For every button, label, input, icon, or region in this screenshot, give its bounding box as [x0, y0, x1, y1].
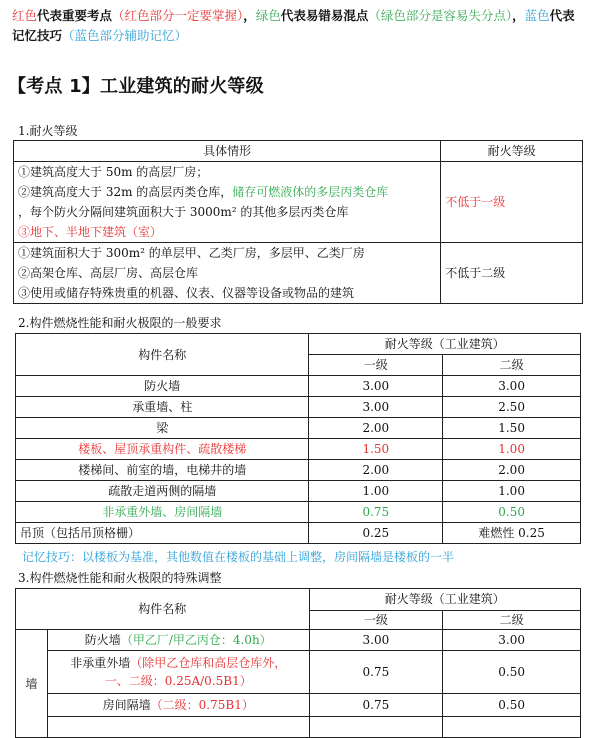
table-row — [14, 162, 583, 243]
legend-red-meaning: 代表重要考点 — [37, 8, 113, 23]
table-row: 楼梯间、前室的墙，电梯井的墙 2.00 2.00 — [16, 460, 581, 481]
table-row: 承重墙、柱 3.00 2.50 — [16, 397, 581, 418]
component-limits-table — [15, 333, 581, 544]
legend-blue-meaning: 代表记忆技巧 — [12, 8, 575, 43]
situation-cell: ①建筑高度大于 50m 的高层厂房； ②建筑高度大于 32m 的高层丙类仓库，储存可燃液体的多层丙类仓库 ，每个防火分隔间建筑面积大于 3000m² 的其他多层丙类仓库 ③地下、半地下建筑（室） — [14, 162, 441, 243]
table-header-row — [14, 141, 583, 162]
color-legend: 红色代表重要考点（红色部分一定要掌握），绿色代表易错易混点（绿色部分是容易失分点），蓝色代表记忆技巧（蓝色部分辅助记忆） — [12, 8, 575, 43]
memory-tip: 记忆技巧：以楼板为基准，其他数值在楼板的基础上调整，房间隔墙是楼板的一半 — [22, 550, 455, 564]
table-row: 非承重外墙（除甲乙仓库和高层仓库外， 一、二级：0.25A/0.5B1） 0.75 0.50 — [16, 651, 581, 694]
legend-blue-word: 蓝色 — [524, 8, 550, 23]
header-grade: 耐火等级（工业建筑） — [309, 589, 580, 611]
header-component: 构件名称 — [16, 589, 310, 630]
situation-cell: ①建筑面积大于 300m² 的单层甲、乙类厂房，多层甲、乙类厂房 ②高架仓库、高层厂房、高层仓库 ③使用或储存特殊贵重的机器、仪表、仪器等设备或物品的建筑 — [14, 243, 441, 304]
legend-red-note: （红色部分一定要掌握） — [112, 8, 244, 23]
table-row: 梁 2.00 1.50 — [16, 418, 581, 439]
legend-green-word: 绿色 — [255, 8, 281, 23]
header-situation: 具体情形 — [14, 141, 441, 162]
table-row: 楼板、屋顶承重构件、疏散楼梯 1.50 1.00 — [16, 439, 581, 460]
page-title: 【考点 1】工业建筑的耐火等级 — [8, 76, 264, 97]
legend-red-word: 红色 — [12, 8, 38, 23]
special-adjustment-table — [15, 588, 581, 738]
table-row: 非承重外墙、房间隔墙 0.75 0.50 — [16, 502, 581, 523]
header-component: 构件名称 — [16, 334, 309, 376]
grade-cell: 不低于二级 — [441, 243, 583, 304]
header-grade: 耐火等级 — [441, 141, 583, 162]
legend-green-meaning: 代表易错易混点 — [280, 8, 369, 23]
table-row — [14, 243, 583, 304]
group-wall-cell: 墙 — [16, 630, 48, 738]
header-grade-2: 二级 — [443, 610, 581, 629]
grade-cell: 不低于一级 — [441, 162, 583, 243]
section-3-heading: 3.构件燃烧性能和耐火极限的特殊调整 — [18, 571, 222, 585]
table-row: 防火墙 3.00 3.00 — [16, 376, 581, 397]
table-row — [16, 717, 581, 738]
table-row: 房间隔墙（二级：0.75B1） 0.75 0.50 — [16, 694, 581, 717]
table-row: 墙 防火墙（甲乙厂/甲乙丙仓：4.0h） 3.00 3.00 — [16, 630, 581, 651]
section-2-heading: 2.构件燃烧性能和耐火极限的一般要求 — [18, 316, 222, 330]
header-grade-1: 一级 — [309, 355, 443, 376]
header-grade-1: 一级 — [309, 610, 443, 629]
legend-green-note: （绿色部分是容易失分点） — [368, 8, 513, 23]
table-row: 吊顶（包括吊顶格栅） 0.25 难燃性 0.25 — [16, 523, 581, 544]
header-grade-2: 二级 — [443, 355, 581, 376]
table-row: 疏散走道两侧的隔墙 1.00 1.00 — [16, 481, 581, 502]
section-1-heading: 1.耐火等级 — [18, 124, 78, 138]
fire-rating-table — [13, 140, 583, 304]
legend-blue-note: （蓝色部分辅助记忆） — [62, 28, 188, 43]
header-grade: 耐火等级（工业建筑） — [309, 334, 581, 355]
